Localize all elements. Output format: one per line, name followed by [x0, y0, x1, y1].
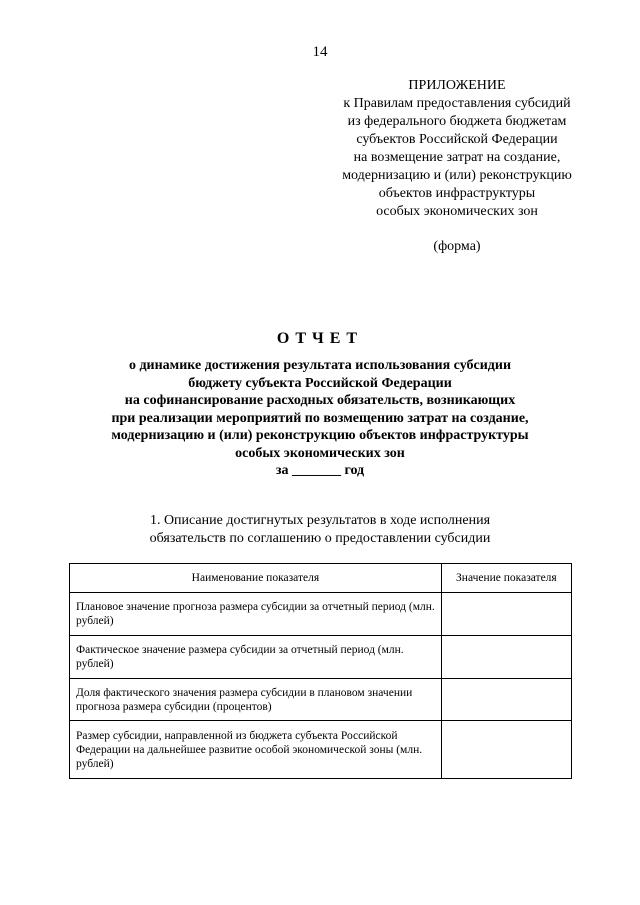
page-number: 14 [312, 44, 328, 60]
report-year-line: за _______ год [275, 463, 365, 478]
table-row [70, 721, 572, 779]
indicator-name-cell: Доля фактического значения размера субсидии в плановом значении прогноза размера субсидии (процентов) [70, 679, 442, 721]
appendix-line: объектов инфраструктуры [378, 186, 536, 201]
report-subtitle-line: особых экономических зон [235, 445, 405, 461]
report-title-block [60, 329, 580, 480]
table-row [70, 679, 572, 721]
appendix-line: к Правилам предоставления субсидий [343, 96, 571, 111]
report-title: ОТЧЕТ [276, 330, 364, 347]
report-subtitle-line: на софинансирование расходных обязательств, возникающих [124, 393, 516, 408]
table-header-row [70, 564, 572, 593]
column-header-indicator-name: Наименование показателя [70, 564, 442, 593]
report-subtitle-line: бюджету субъекта Российской Федерации [188, 375, 452, 391]
appendix-line: на возмещение затрат на создание, [353, 150, 561, 165]
section-heading-line: 1. Описание достигнутых результатов в ходе исполнения [149, 513, 491, 528]
indicator-value-cell[interactable] [441, 593, 571, 636]
section-heading-line: обязательств по соглашению о предоставлении субсидии [149, 531, 491, 546]
indicators-table [69, 563, 572, 779]
column-header-indicator-value: Значение показателя [441, 564, 571, 593]
table-row [70, 636, 572, 679]
table-row [70, 593, 572, 636]
appendix-heading: ПРИЛОЖЕНИЕ [408, 78, 506, 93]
appendix-line: особых экономических зон [376, 204, 538, 219]
indicator-value-cell[interactable] [441, 679, 571, 721]
report-subtitle-line: при реализации мероприятий по возмещению затрат на создание, [111, 410, 529, 426]
appendix-line: из федерального бюджета бюджетам [347, 114, 567, 129]
indicator-name-cell: Размер субсидии, направленной из бюджета субъекта Российской Федерации на дальнейшее развитие особой экономической зоны (млн. рублей) [70, 721, 442, 779]
report-subtitle-line: модернизацию и (или) реконструкцию объектов инфраструктуры [111, 428, 529, 443]
appendix-block [328, 77, 586, 256]
indicator-value-cell[interactable] [441, 636, 571, 679]
appendix-line: модернизацию и (или) реконструкцию [342, 168, 572, 183]
report-subtitle-line: о динамике достижения результата использования субсидии [128, 358, 512, 373]
indicator-name-cell: Плановое значение прогноза размера субсидии за отчетный период (млн. рублей) [70, 593, 442, 636]
appendix-line: субъектов Российской Федерации [356, 132, 558, 147]
indicator-value-cell[interactable] [441, 721, 571, 779]
indicator-name-cell: Фактическое значение размера субсидии за отчетный период (млн. рублей) [70, 636, 442, 679]
section-heading [60, 512, 580, 548]
form-label: (форма) [433, 239, 481, 254]
